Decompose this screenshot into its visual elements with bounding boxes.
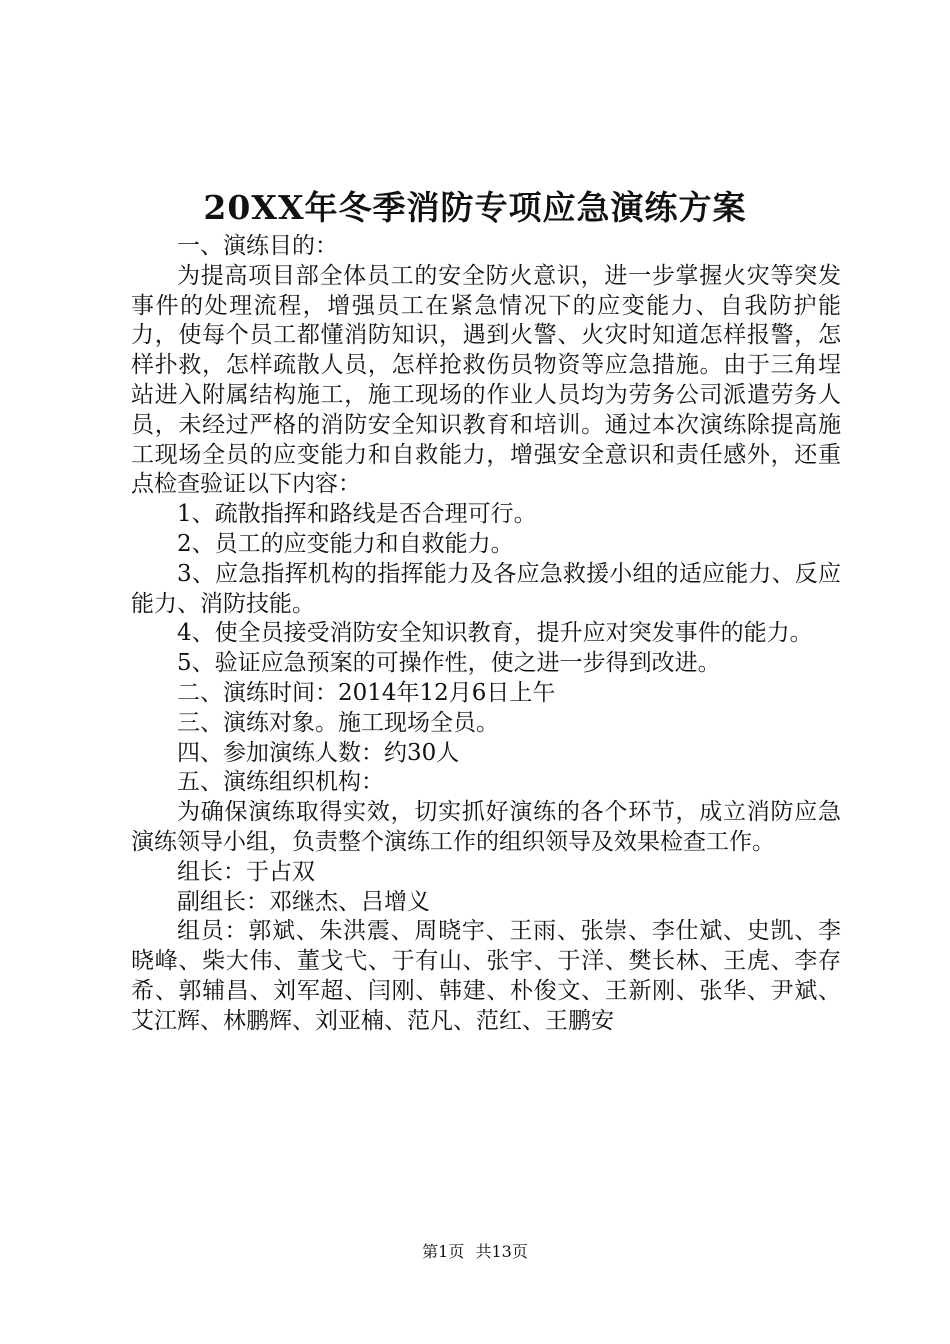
document-title: 20XX年冬季消防专项应急演练方案 — [203, 188, 747, 227]
list-item: 1、疏散指挥和路线是否合理可行。 — [177, 501, 537, 528]
page-total: 共13页 — [475, 1242, 528, 1261]
section-heading-participants: 四、参加演练人数：约30人 — [177, 739, 460, 766]
document-body — [131, 232, 841, 1037]
list-item: 3、应急指挥机构的指挥能力及各应急救援小组的适应能力、反应能力、消防技能。 — [131, 560, 841, 617]
section-heading-organization: 五、演练组织机构： — [177, 769, 384, 796]
list-item: 4、使全员接受消防安全知识教育，提升应对突发事件的能力。 — [177, 620, 813, 647]
section-heading-time: 二、演练时间：2014年12月6日上午 — [177, 679, 556, 706]
list-item: 5、验证应急预案的可操作性，使之进一步得到改进。 — [177, 650, 721, 677]
page-footer — [0, 1241, 950, 1263]
team-members: 组员：郭斌、朱洪震、周晓宇、王雨、张崇、李仕斌、史凯、李晓峰、柴大伟、董戈弋、于有山、张宇、于洋、樊长林、王虎、李存希、郭辅昌、刘军超、闫刚、韩建、朴俊文、王新刚、张华、尹斌、艾江辉、林鹏辉、刘亚楠、范凡、范红、王鹏安 — [131, 918, 841, 1034]
team-deputy-leaders: 副组长：邓继杰、吕增义 — [177, 888, 430, 915]
paragraph-organization-description: 为确保演练取得实效，切实抓好演练的各个环节，成立消防应急演练领导小组，负责整个演练工作的组织领导及效果检查工作。 — [131, 799, 841, 855]
paragraph-purpose-description: 为提高项目部全体员工的安全防火意识，进一步掌握火灾等突发事件的处理流程，增强员工在紧急情况下的应变能力、自我防护能力，使每个员工都懂消防知识，遇到火警、火灾时知道怎样报警，怎样扑救，怎样疏散人员，怎样抢救伤员物资等应急措施。由于三角埕站进入附属结构施工，施工现场的作业人员均为劳务公司派遣劳务人员，未经过严格的消防安全知识教育和培训。通过本次演练除提高施工现场全员的应变能力和自救能力，增强安全意识和责任感外，还重点检查验证以下内容： — [131, 262, 841, 498]
page-number: 第1页 — [422, 1242, 465, 1261]
section-heading-target: 三、演练对象。施工现场全员。 — [177, 709, 499, 736]
list-item: 2、员工的应变能力和自救能力。 — [177, 530, 514, 557]
team-leader: 组长：于占双 — [177, 858, 315, 885]
section-heading-purpose: 一、演练目的： — [177, 233, 338, 259]
